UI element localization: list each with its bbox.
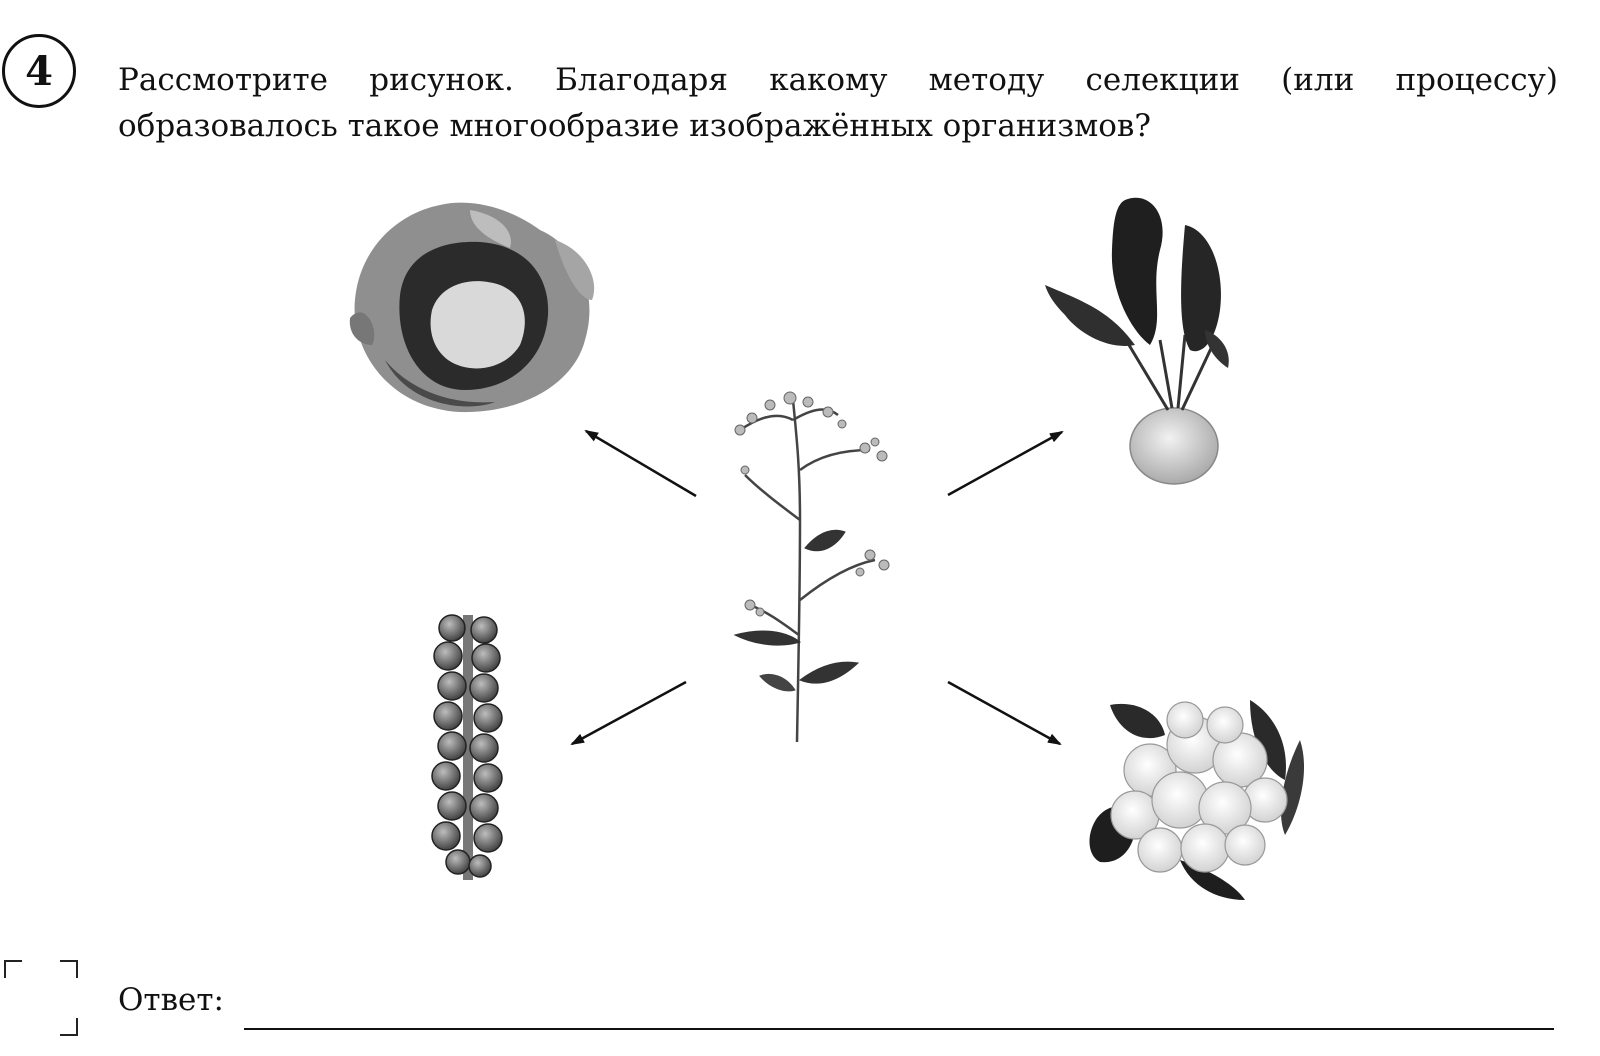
arrow-to-cauliflower — [948, 682, 1060, 744]
wild-cabbage-plant-image — [735, 392, 889, 742]
task-number: 4 — [25, 47, 53, 95]
question-line-1: Рассмотрите рисунок. Благодаря какому методу селекции (или процессу) — [118, 62, 1558, 98]
arrow-to-kohlrabi — [948, 432, 1062, 495]
kohlrabi-image — [1045, 198, 1229, 484]
cauliflower-image — [1089, 700, 1304, 900]
brussels-sprouts-image — [432, 615, 502, 880]
answer-input-line[interactable] — [244, 1028, 1554, 1030]
head-cabbage-image — [350, 203, 594, 412]
answer-label: Ответ: — [118, 982, 224, 1018]
question-line-2: образовалось такое многообразие изображённых организмов? — [118, 108, 1151, 144]
arrow-to-head-cabbage — [586, 431, 696, 496]
arrow-to-brussels-sprouts — [572, 682, 686, 744]
